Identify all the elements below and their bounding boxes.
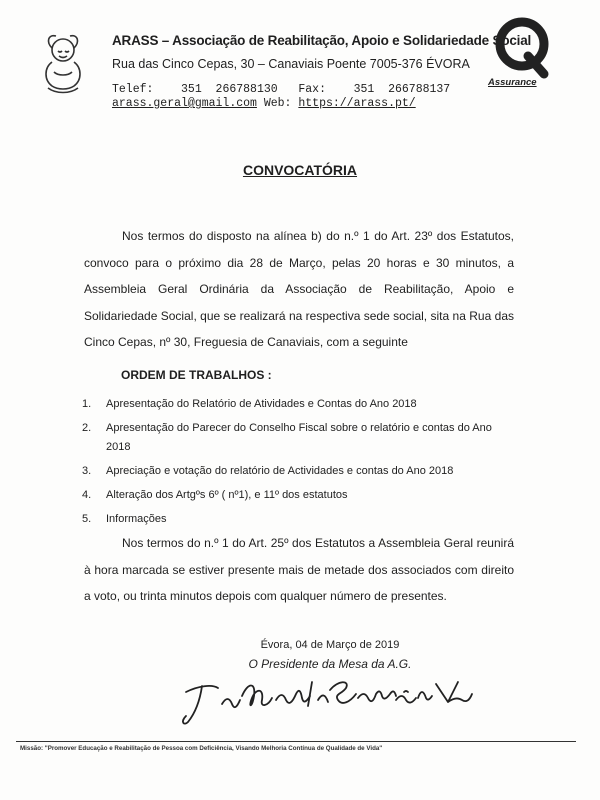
telef-label: Telef: (112, 83, 154, 96)
closing-paragraph: Nos termos do n.º 1 do Art. 25º dos Estatutos a Assembleia Geral reunirá à hora marcada se estiver presente mais de metade dos associados com direito a voto, ou trinta minutos depois com qualquer número de presentes. (84, 536, 514, 603)
document-title: CONVOCATÓRIA (242, 162, 358, 178)
footer-mission: Missão: "Promover Educação e Reabilitação de Pessoa com Deficiência, Visando Melhoria Contínua de Qualidade de Vida" (20, 745, 383, 752)
agenda-heading: ORDEM DE TRABALHOS : (121, 368, 272, 382)
agenda-item: 2. Apresentação do Parecer do Conselho Fiscal sobre o relatório e contas do Ano 2018 (82, 422, 492, 453)
organization-address: Rua das Cinco Cepas, 30 – Canaviais Poente 7005-376 ÉVORA (112, 57, 470, 71)
contact-phone-fax (112, 83, 450, 96)
certification-caption: Assurance (488, 77, 537, 88)
fax-value: 351 266788137 (353, 83, 451, 96)
web-link[interactable]: https://arass.pt/ (298, 97, 416, 110)
agenda-item: 4. Alteração dos Artgºs 6º ( nº1), e 11º dos estatutos (82, 489, 348, 501)
signatory-title: O Presidente da Mesa da A.G. (248, 657, 412, 671)
footer-divider (16, 741, 576, 742)
email-link[interactable]: arass.geral@gmail.com (112, 97, 257, 110)
contact-email-web (112, 97, 416, 110)
telef-value: 351 266788130 (181, 83, 278, 96)
web-label: Web: (263, 97, 292, 110)
organization-name: ARASS – Associação de Reabilitação, Apoio e Solidariedade Social (112, 33, 532, 48)
agenda-item: 3. Apreciação e votação do relatório de Actividades e contas do Ano 2018 (82, 465, 454, 477)
place-date: Évora, 04 de Março de 2019 (260, 639, 400, 651)
handwritten-signature-icon (178, 672, 478, 727)
agenda-item: 1. Apresentação do Relatório de Atividades e Contas do Ano 2018 (82, 398, 417, 410)
agenda-item: 5. Informações (82, 513, 167, 525)
fax-label: Fax: (298, 83, 326, 96)
organization-logo-icon (38, 28, 88, 98)
intro-paragraph: Nos termos do disposto na alínea b) do n.º 1 do Art. 23º dos Estatutos, convoco para o próximo dia 28 de Março, pelas 20 horas e 30 minutos, a Assembleia Geral Ordinária da Associação de Reabilitação, Apoio e Solidariedade Social, que se realizará na respectiva sede social, sita na Rua das Cinco Cepas, nº 30, Freguesia de Canaviais, com a seguinte (84, 229, 514, 349)
agenda-list (82, 395, 514, 534)
